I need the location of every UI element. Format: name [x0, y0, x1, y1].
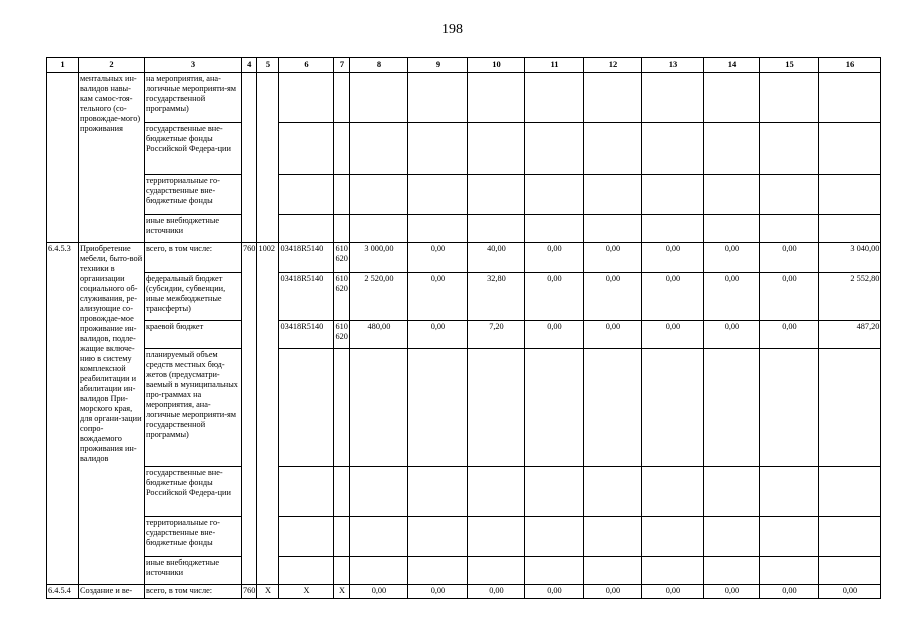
column-header: 3	[145, 58, 242, 73]
value-cell: 0,00	[408, 243, 468, 273]
csr-code: X	[279, 585, 334, 599]
funding-source: всего, в том числе:	[145, 243, 242, 273]
column-header: 11	[525, 58, 584, 73]
column-header: 9	[408, 58, 468, 73]
funding-source: территориальные го-сударственные вне-бюджетные фонды	[145, 517, 242, 557]
value-cell: 0,00	[704, 321, 760, 349]
value-cell: 0,00	[525, 273, 584, 321]
value-cell: 0,00	[704, 243, 760, 273]
page-number: 198	[442, 22, 463, 37]
table-row	[47, 215, 881, 243]
column-header: 7	[334, 58, 350, 73]
column-header: 10	[468, 58, 525, 73]
column-header: 14	[704, 58, 760, 73]
value-cell: 0,00	[584, 273, 642, 321]
csr-code: 03418R5140	[279, 243, 334, 273]
csr-code: 03418R5140	[279, 321, 334, 349]
value-cell: 0,00	[584, 585, 642, 599]
grbs-code: 760	[242, 585, 257, 599]
value-cell: 0,00	[819, 585, 881, 599]
value-cell: 0,00	[584, 243, 642, 273]
value-cell: 0,00	[642, 273, 704, 321]
grbs-code: 760	[242, 243, 257, 585]
funding-source: иные внебюджетные источники	[145, 215, 242, 243]
column-header: 2	[79, 58, 145, 73]
column-header: 4	[242, 58, 257, 73]
funding-source: краевой бюджет	[145, 321, 242, 349]
funding-source: государственные вне-бюджетные фонды Российской Федера-ции	[145, 467, 242, 517]
rzpr-code: X	[257, 585, 279, 599]
value-cell: 40,00	[468, 243, 525, 273]
rzpr-code: 1002	[257, 243, 279, 585]
measure-name: Приобретение мебели, быто-вой техники в организации социального об-служивания, ре-ализующие со-провождае-мое проживание ин-валидов, подле-жащие включе-нию в систему комплексной реабилитации и абилитации ин-валидов При-морского края, для органи-зации сопро-вождаемого проживания ин-валидов	[79, 243, 145, 585]
table-row	[47, 557, 881, 585]
value-cell: 0,00	[408, 321, 468, 349]
funding-source: иные внебюджетные источники	[145, 557, 242, 585]
row-code-cell	[47, 73, 79, 243]
value-cell: 0,00	[468, 585, 525, 599]
value-cell: 0,00	[642, 243, 704, 273]
funding-source: на мероприятия, ана-логичные мероприяти-ям государственной программы)	[145, 73, 242, 123]
table-row	[47, 175, 881, 215]
value-cell: 2 552,80	[819, 273, 881, 321]
value-cell: 480,00	[350, 321, 408, 349]
value-cell: 487,20	[819, 321, 881, 349]
column-header: 12	[584, 58, 642, 73]
value-cell: 0,00	[642, 585, 704, 599]
vr-code: X	[334, 585, 350, 599]
column-header: 15	[760, 58, 819, 73]
budget-table	[46, 57, 881, 599]
column-header: 16	[819, 58, 881, 73]
value-cell: 0,00	[408, 585, 468, 599]
table-row	[47, 467, 881, 517]
table-row	[47, 321, 881, 349]
funding-source: федеральный бюджет (субсидии, субвенции, иные межбюджетные трансферты)	[145, 273, 242, 321]
value-cell: 3 040,00	[819, 243, 881, 273]
vr-code: 610 620	[334, 273, 350, 321]
value-cell: 0,00	[525, 321, 584, 349]
table-row	[47, 585, 881, 599]
column-header: 1	[47, 58, 79, 73]
table-row	[47, 123, 881, 175]
vr-code: 610 620	[334, 243, 350, 273]
measure-name: Создание и ве-	[79, 585, 145, 599]
value-cell: 2 520,00	[350, 273, 408, 321]
value-cell: 0,00	[408, 273, 468, 321]
value-cell: 0,00	[760, 585, 819, 599]
value-cell: 0,00	[760, 243, 819, 273]
funding-source: всего, в том числе:	[145, 585, 242, 599]
value-cell: 7,20	[468, 321, 525, 349]
column-header: 8	[350, 58, 408, 73]
table-row	[47, 273, 881, 321]
table-row	[47, 73, 881, 123]
value-cell: 0,00	[350, 585, 408, 599]
measure-name: ментальных ин-валидов навы-кам самос-тоя-тельного (со-провождае-мого) проживания	[79, 73, 145, 243]
value-cell: 0,00	[760, 321, 819, 349]
funding-source: территориальные го-сударственные вне-бюджетные фонды	[145, 175, 242, 215]
vr-code: 610 620	[334, 321, 350, 349]
budget-table-wrapper	[46, 57, 881, 599]
value-cell: 0,00	[760, 273, 819, 321]
value-cell: 0,00	[525, 243, 584, 273]
column-header: 13	[642, 58, 704, 73]
value-cell: 0,00	[584, 321, 642, 349]
value-cell: 0,00	[642, 321, 704, 349]
funding-source: планируемый объем средств местных бюд-жетов (предусматри-ваемый в муниципальных про-граммах на мероприятия, ана-логичные мероприяти-ям государственной программы)	[145, 349, 242, 467]
column-header-row	[47, 58, 881, 73]
column-header: 6	[279, 58, 334, 73]
row-code: 6.4.5.4	[47, 585, 79, 599]
value-cell: 0,00	[704, 585, 760, 599]
table-row	[47, 517, 881, 557]
value-cell: 32,80	[468, 273, 525, 321]
table-row	[47, 349, 881, 467]
value-cell: 0,00	[525, 585, 584, 599]
csr-code: 03418R5140	[279, 273, 334, 321]
value-cell: 3 000,00	[350, 243, 408, 273]
column-header: 5	[257, 58, 279, 73]
funding-source: государственные вне-бюджетные фонды Российской Федера-ции	[145, 123, 242, 175]
table-row	[47, 243, 881, 273]
row-code: 6.4.5.3	[47, 243, 79, 585]
value-cell: 0,00	[704, 273, 760, 321]
